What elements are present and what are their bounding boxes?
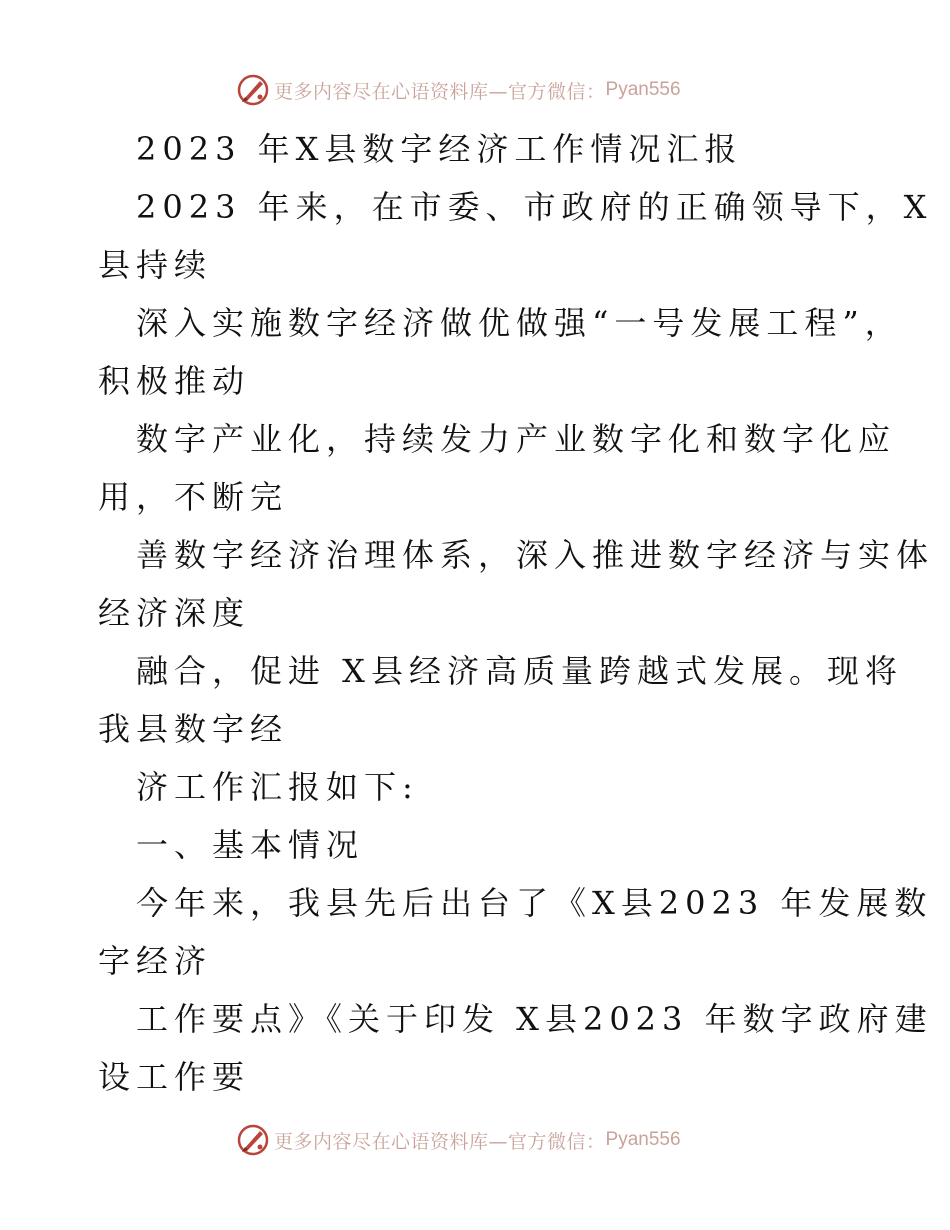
paragraph-line: 工作要点》《关于印发 X县2023 年数字政府建 bbox=[136, 1000, 933, 1038]
paragraph-line: 今年来，我县先后出台了《X县2023 年发展数 bbox=[136, 884, 933, 922]
paragraph-line: 字经济 bbox=[98, 942, 213, 980]
header-watermark-banner bbox=[236, 72, 681, 108]
document-body bbox=[98, 120, 935, 1106]
paragraph-line: 经济深度 bbox=[98, 594, 251, 632]
banner-text: 更多内容尽在心语资料库—官方微信： bbox=[274, 1130, 606, 1153]
paragraph-line: 济工作汇报如下: bbox=[136, 768, 419, 806]
section-heading: 一、基本情况 bbox=[136, 826, 365, 864]
paragraph-line: 设工作要 bbox=[98, 1058, 251, 1096]
footer-watermark-banner bbox=[236, 1122, 681, 1158]
paragraph-line: 融合，促进 X县经济高质量跨越式发展。现将 bbox=[136, 652, 903, 690]
paragraph-line: 用，不断完 bbox=[98, 478, 289, 516]
paragraph-line: 2023 年来，在市委、市政府的正确领导下，X bbox=[136, 188, 933, 226]
quill-pen-logo-icon bbox=[236, 73, 270, 107]
quill-pen-logo-icon bbox=[236, 1123, 270, 1157]
paragraph-line: 善数字经济治理体系，深入推进数字经济与实体 bbox=[136, 536, 935, 574]
banner-wechat-id: Pyan556 bbox=[605, 79, 681, 100]
paragraph-line: 积极推动 bbox=[98, 362, 251, 400]
paragraph-line: 数字产业化，持续发力产业数字化和数字化应 bbox=[136, 420, 897, 458]
banner-wechat-id: Pyan556 bbox=[605, 1129, 681, 1150]
paragraph-line: 深入实施数字经济做优做强“一号发展工程”， bbox=[136, 304, 903, 342]
paragraph-line: 县持续 bbox=[98, 246, 213, 284]
document-title: 2023 年X县数字经济工作情况汇报 bbox=[136, 130, 743, 168]
banner-text: 更多内容尽在心语资料库—官方微信： bbox=[274, 80, 606, 103]
paragraph-line: 我县数字经 bbox=[98, 710, 289, 748]
